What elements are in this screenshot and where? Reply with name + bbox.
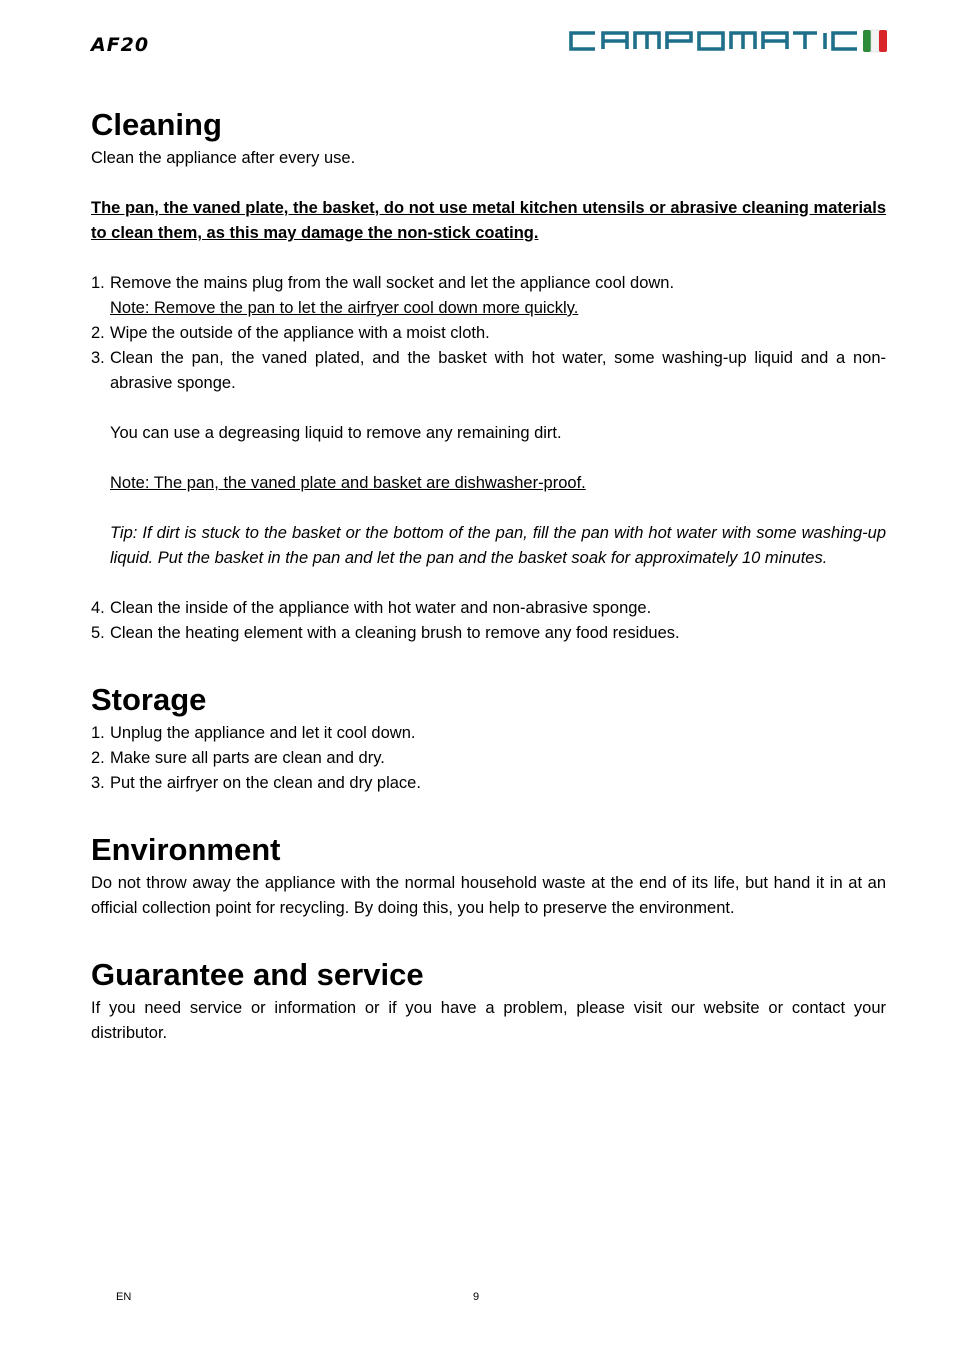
list-item: 2. Make sure all parts are clean and dry. — [91, 749, 385, 767]
list-item: 1. Unplug the appliance and let it cool down. — [91, 724, 416, 742]
list-item: 1. Remove the mains plug from the wall socket and let the appliance cool down. — [91, 274, 675, 292]
section-title-guarantee: Guarantee and service — [91, 957, 424, 992]
guarantee-text: If you need service or information or if you have a problem, please visit our website or contact your distributor. — [91, 999, 886, 1042]
brand-logo — [565, 27, 893, 55]
section-title-cleaning: Cleaning — [91, 107, 222, 142]
page-number: 9 — [473, 1291, 480, 1303]
list-item: 3. Put the airfryer on the clean and dry place. — [91, 774, 421, 792]
document-body — [91, 104, 886, 1046]
list-item: 2. Wipe the outside of the appliance with a moist cloth. — [91, 324, 490, 342]
cleaning-note-dishwasher: Note: The pan, the vaned plate and basket are dishwasher-proof. — [110, 474, 586, 492]
cleaning-tip: Tip: If dirt is stuck to the basket or the bottom of the pan, fill the pan with hot water with some washing-up liquid. Put the basket in the pan and let the pan and the basket soak for approximately 10 minutes. — [110, 524, 886, 567]
section-title-storage: Storage — [91, 682, 207, 717]
cleaning-intro: Clean the appliance after every use. — [91, 149, 356, 167]
section-title-environment: Environment — [91, 832, 281, 867]
environment-text: Do not throw away the appliance with the normal household waste at the end of its life, but hand it in at an official collection point for recycling. By doing this, you help to preserve the environment. — [91, 874, 886, 917]
cleaning-note-cooldown: Note: Remove the pan to let the airfryer cool down more quickly. — [110, 299, 579, 317]
footer-language: EN — [116, 1291, 132, 1303]
list-item: 5. Clean the heating element with a cleaning brush to remove any food residues. — [91, 624, 680, 642]
model-logo: AF20 — [91, 34, 150, 56]
campomatic-wordmark — [565, 27, 893, 55]
italian-flag-icon — [863, 30, 887, 52]
list-item: 3. Clean the pan, the vaned plated, and the basket with hot water, some washing-up liquid and a non-abrasive sponge. — [91, 349, 886, 392]
cleaning-degrease: You can use a degreasing liquid to remove any remaining dirt. — [110, 424, 562, 442]
list-item: 4. Clean the inside of the appliance with hot water and non-abrasive sponge. — [91, 599, 652, 617]
cleaning-warning: The pan, the vaned plate, the basket, do not use metal kitchen utensils or abrasive cleaning materials to clean them, as this may damage the non-stick coating. — [91, 199, 886, 242]
